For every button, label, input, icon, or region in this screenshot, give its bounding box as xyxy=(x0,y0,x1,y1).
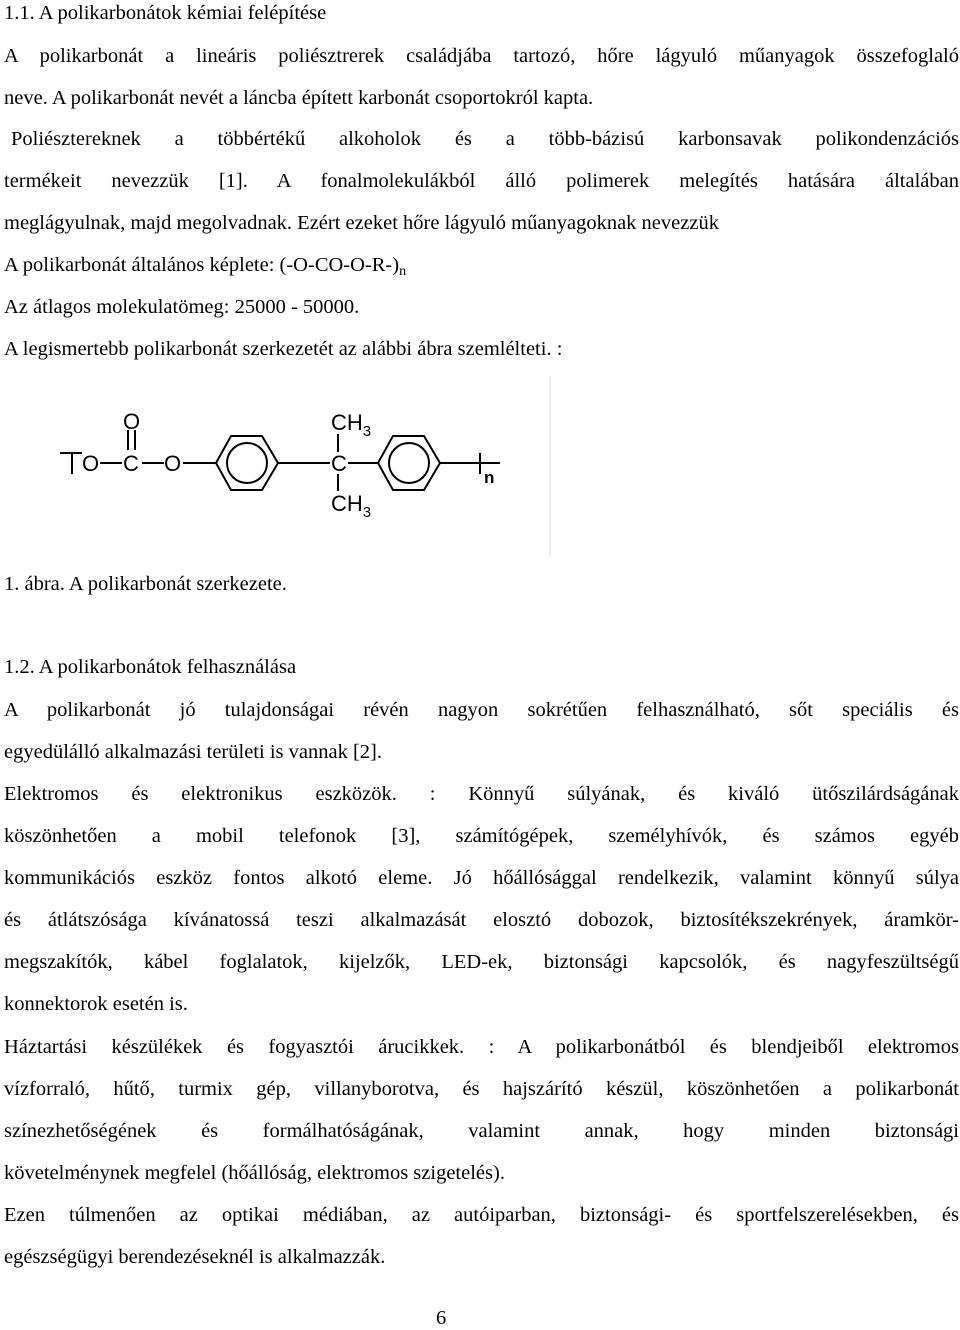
page-number: 6 xyxy=(436,1307,447,1329)
formula-subscript: n xyxy=(399,264,407,279)
aromatic-circle xyxy=(389,443,429,483)
paragraph-line: és átlátszósága kívánatossá teszi alkalmazását elosztó dobozok, biztosítékszekrények, áramkör- xyxy=(4,909,959,931)
paragraph-line: A polikarbonát a lineáris poliésztrerek családjába tartozó, hőre lágyuló műanyagok összefoglaló xyxy=(4,45,959,67)
paragraph-line: színezhetőségének és formálhatóságának, valamint annak, hogy minden biztonsági xyxy=(4,1120,959,1142)
paragraph-line: termékeit nevezzük [1]. A fonalmolekulákból álló polimerek melegítés hatására általában xyxy=(4,170,959,192)
paragraph-line: Az átlagos molekulatömeg: 25000 - 50000. xyxy=(4,296,360,318)
structure-formula xyxy=(2,376,552,556)
aromatic-circle xyxy=(227,443,267,483)
paragraph-line: köszönhetően a mobil telefonok [3], számítógépek, személyhívók, és számos egyéb xyxy=(4,825,959,847)
paragraph-line: Ezen túlmenően az optikai médiában, az autóiparban, biztonsági- és sportfelszerelésekben, és xyxy=(4,1204,959,1226)
paragraph-line: konnektorok esetén is. xyxy=(4,993,188,1015)
paragraph-line: kommunikációs eszköz fontos alkotó eleme. Jó hőállósággal rendelkezik, valamint könnyű súlya xyxy=(4,867,959,889)
methyl-group-top: $CH_3$ xyxy=(331,410,372,440)
paragraph-line: követelménynek megfelel (hőállóság, elektromos szigetelés). xyxy=(4,1162,505,1184)
paragraph-line: Elektromos és elektronikus eszközök. : Könnyű súlyának, és kiváló ütőszilárdságának xyxy=(4,783,959,805)
paragraph-line: neve. A polikarbonát nevét a láncba épített karbonát csoportokról kapta. xyxy=(4,87,594,109)
paragraph-line: megszakítók, kábel foglalatok, kijelzők, LED-ek, biztonsági kapcsolók, és nagyfeszültségű xyxy=(4,951,959,973)
benzene-ring xyxy=(378,436,440,490)
polycarbonate-structure-figure xyxy=(2,376,552,556)
paragraph-line: egyedülálló alkalmazási területi is vannak [2]. xyxy=(4,741,382,763)
paragraph-line: A polikarbonát jó tulajdonságai révén nagyon sokrétűen felhasználható, sőt speciális és xyxy=(4,699,959,721)
section-heading: 1.2. A polikarbonátok felhasználása xyxy=(4,656,297,678)
formula-line xyxy=(4,255,406,279)
paragraph-line: A legismertebb polikarbonát szerkezetét az alábbi ábra szemlélteti. : xyxy=(4,338,563,360)
paragraph-line: Háztartási készülékek és fogyasztói árucikkek. : A polikarbonátból és blendjeiből elektromos xyxy=(4,1036,959,1058)
section-heading: 1.1. A polikarbonátok kémiai felépítése xyxy=(4,2,327,24)
atom-oxygen: O xyxy=(82,451,100,476)
paragraph-line: vízforraló, hűtő, turmix gép, villanyborotva, és hajszárító készül, köszönhetően a polikarbonát xyxy=(4,1078,959,1100)
atom-oxygen-carbonyl: O xyxy=(123,409,141,434)
paragraph-line: egészségügyi berendezéseknél is alkalmazzák. xyxy=(4,1246,386,1268)
atom-oxygen: O xyxy=(164,451,182,476)
figure-caption: 1. ábra. A polikarbonát szerkezete. xyxy=(4,573,287,595)
benzene-ring xyxy=(216,436,278,490)
atom-carbon-quaternary: C xyxy=(331,451,347,476)
paragraph-line: Poliésztereknek a többértékű alkoholok és a több-bázisú karbonsavak polikondenzációs xyxy=(11,128,959,150)
paragraph-line: meglágyulnak, majd megolvadnak. Ezért ezeket hőre lágyuló műanyagoknak nevezzük xyxy=(4,212,719,234)
formula-text: A polikarbonát általános képlete: (-O-CO-O-R-) xyxy=(4,254,400,276)
atom-carbon: C xyxy=(123,451,139,476)
methyl-group-bottom: $CH_3$ xyxy=(331,491,372,521)
repeat-index: n xyxy=(484,468,495,487)
